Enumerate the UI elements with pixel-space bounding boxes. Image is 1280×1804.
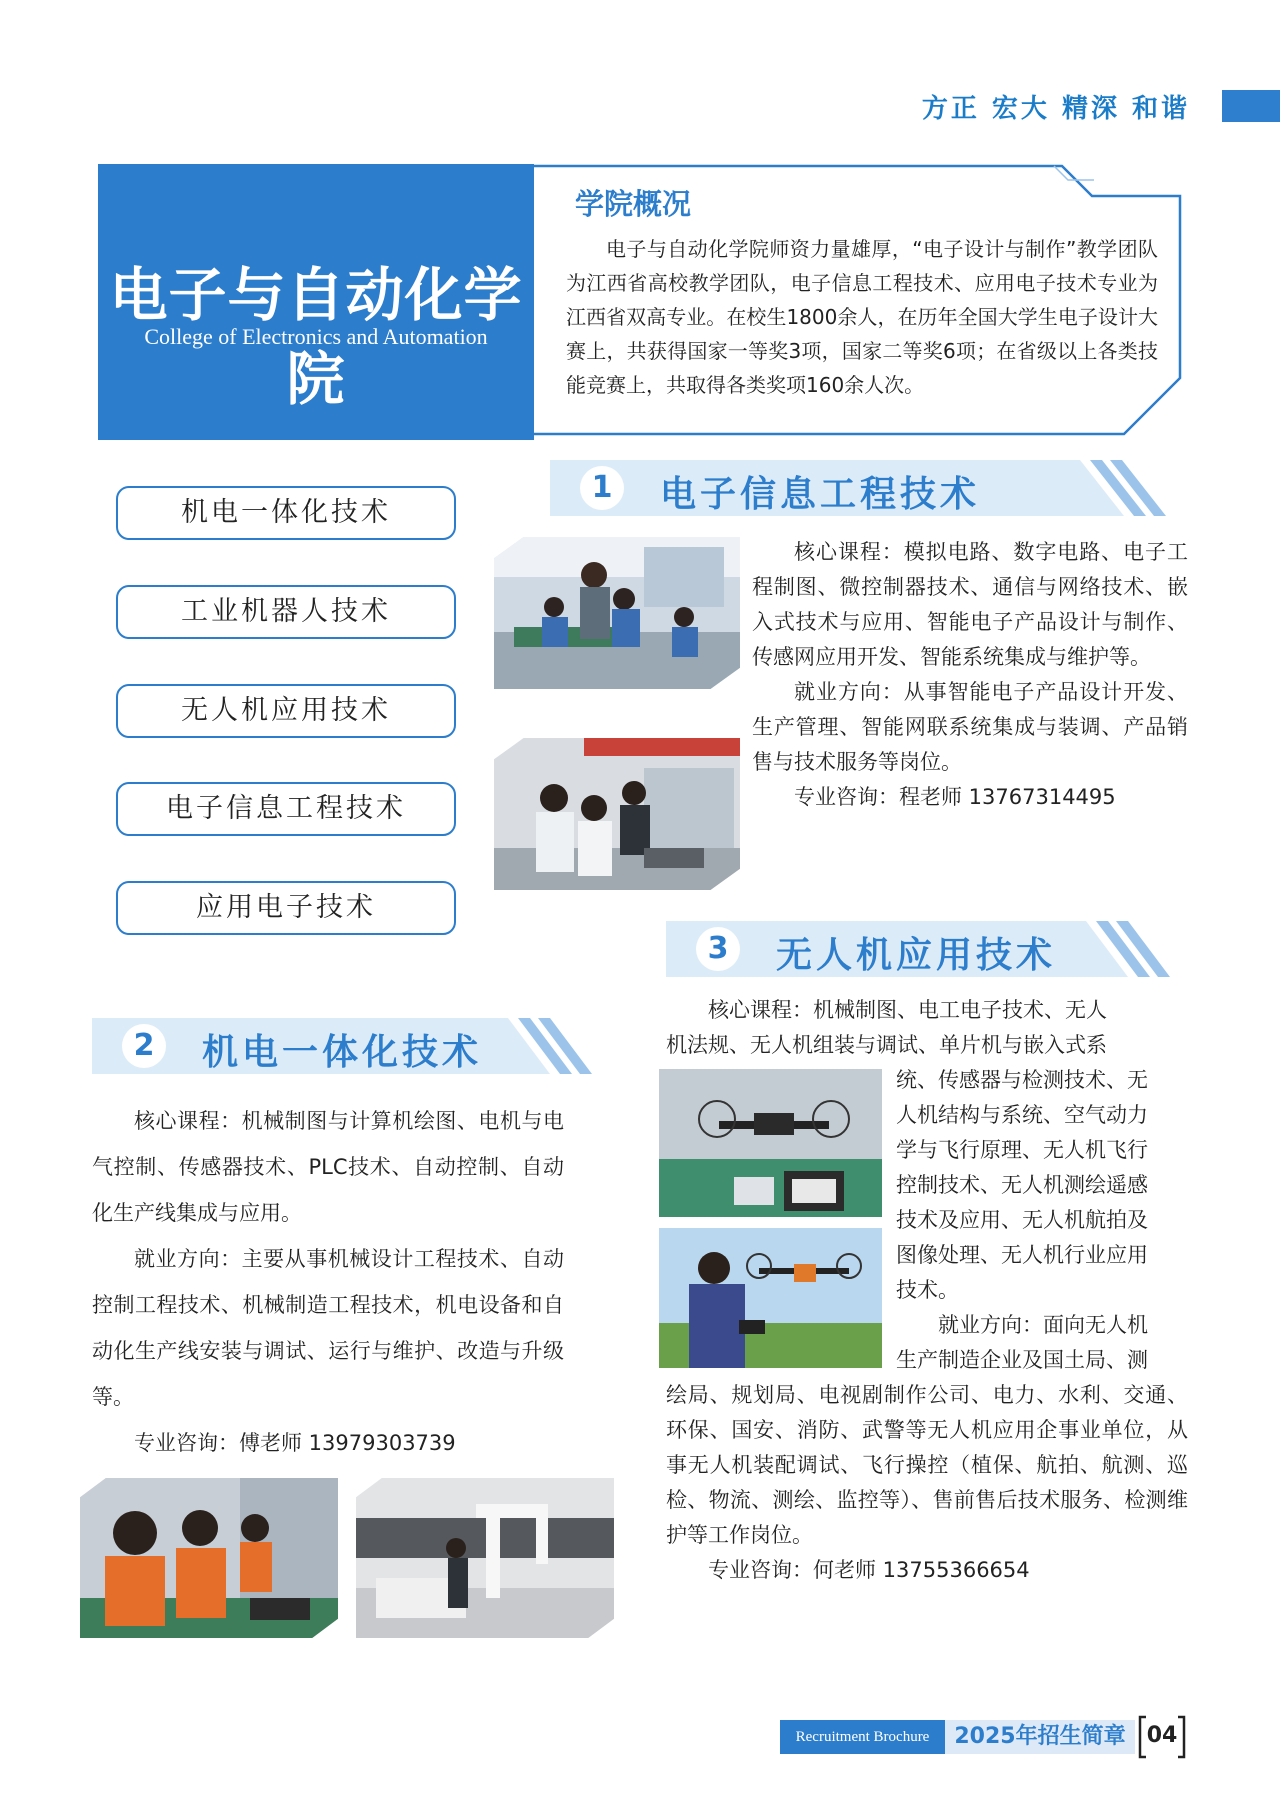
intro-text: 电子与自动化学院师资力量雄厚，“电子设计与制作”教学团队为江西省高校教学团队，电子信息工程技术、应用电子技术专业为江西省双高专业。在校生1800余人，在历年全国大学生电子设计大赛上，共获得国家一等奖3项，国家二等奖6项；在省级以上各类技能竞赛上，共取得各类奖项160余人次。 xyxy=(566,237,1158,397)
section-1-career: 就业方向：从事智能电子产品设计开发、生产管理、智能网联系统集成与装调、产品销售与技术服务等岗位。 xyxy=(752,680,1188,774)
section-2-career: 就业方向：主要从事机械设计工程技术、自动控制工程技术、机械制造工程技术，机电设备和自动化生产线安装与调试、运行与维护、改造与升级等。 xyxy=(92,1247,564,1409)
section-3-courses-side xyxy=(896,1063,1188,1378)
section-3-course-line: 学与飞行原理、无人机飞行 xyxy=(896,1138,1148,1162)
section-3-course-line: 机法规、无人机组装与调试、单片机与嵌入式系 xyxy=(666,1033,1107,1057)
section-3-title: 无人机应用技术 xyxy=(776,935,1057,976)
section-3-career-line: 生产制造企业及国土局、测 xyxy=(896,1348,1148,1372)
section-3-course-line: 技术。 xyxy=(896,1278,959,1302)
section-3-course-line: 控制技术、无人机测绘遥感 xyxy=(896,1173,1148,1197)
section-1-number: 1 xyxy=(580,466,624,510)
footer-brochure-cn: 2025年招生简章 xyxy=(945,1720,1135,1754)
section-2-title: 机电一体化技术 xyxy=(202,1032,483,1073)
section-3-courses-top xyxy=(666,993,1186,1063)
section-1-heading xyxy=(550,460,1170,516)
section-2-body xyxy=(92,1098,564,1466)
section-3-number: 3 xyxy=(696,927,740,971)
robot-arm-photo xyxy=(356,1478,614,1638)
section-2-contact: 专业咨询：傅老师 13979303739 xyxy=(134,1431,456,1455)
classroom-photo xyxy=(494,537,740,689)
section-3-course-line: 技术及应用、无人机航拍及 xyxy=(896,1208,1148,1232)
menu-item-industrial-robot[interactable]: 工业机器人技术 xyxy=(116,585,456,639)
lab-students-photo xyxy=(494,738,740,890)
section-3-course-line: 图像处理、无人机行业应用 xyxy=(896,1243,1148,1267)
menu-item-applied-electronics[interactable]: 应用电子技术 xyxy=(116,881,456,935)
section-3-course-line: 核心课程：机械制图、电工电子技术、无人 xyxy=(708,998,1107,1022)
drone-workshop-photo xyxy=(659,1069,882,1217)
motto-accent-bar xyxy=(1222,90,1280,122)
section-2-heading xyxy=(92,1018,592,1074)
section-3-heading xyxy=(666,921,1170,977)
menu-item-drone[interactable]: 无人机应用技术 xyxy=(116,684,456,738)
menu-item-electronic-info[interactable]: 电子信息工程技术 xyxy=(116,782,456,836)
section-3-course-line: 人机结构与系统、空气动力 xyxy=(896,1103,1148,1127)
section-3-career-line: 就业方向：面向无人机 xyxy=(938,1313,1148,1337)
menu-item-mechatronics[interactable]: 机电一体化技术 xyxy=(116,486,456,540)
section-2-number: 2 xyxy=(122,1024,166,1068)
section-2-courses: 核心课程：机械制图与计算机绘图、电机与电气控制、传感器技术、PLC技术、自动控制、自动化生产线集成与应用。 xyxy=(92,1109,564,1225)
section-3-career-bottom xyxy=(666,1378,1188,1588)
drone-field-photo xyxy=(659,1228,882,1368)
footer-brochure-en: Recruitment Brochure xyxy=(780,1720,945,1754)
college-subtitle-en: College of Electronics and Automation xyxy=(144,324,488,349)
section-3-contact: 专业咨询：何老师 13755366654 xyxy=(708,1558,1030,1582)
section-1-body xyxy=(752,535,1188,815)
section-3-career-rest: 绘局、规划局、电视剧制作公司、电力、水利、交通、环保、国安、消防、武警等无人机应用企事业单位，从事无人机装配调试、飞行操控（植保、航拍、航测、巡检、物流、测绘、监控等）、售前售后技术服务、检测维护等工作岗位。 xyxy=(666,1383,1188,1547)
college-title: 电子与自动化学院 xyxy=(109,261,523,413)
section-1-contact: 专业咨询：程老师 13767314495 xyxy=(794,785,1116,809)
motto: 方正 宏大 精深 和谐 xyxy=(921,94,1190,124)
page-number: 04 xyxy=(1146,1723,1178,1748)
section-3-course-line: 统、传感器与检测技术、无 xyxy=(896,1068,1148,1092)
section-1-title: 电子信息工程技术 xyxy=(660,474,981,515)
intro-heading: 学院概况 xyxy=(575,187,692,221)
section-1-courses: 核心课程：模拟电路、数字电路、电子工程制图、微控制器技术、通信与网络技术、嵌入式技术与应用、智能电子产品设计与制作、传感网应用开发、智能系统集成与维护等。 xyxy=(752,540,1188,669)
mechatronics-lab-photo xyxy=(80,1478,338,1638)
